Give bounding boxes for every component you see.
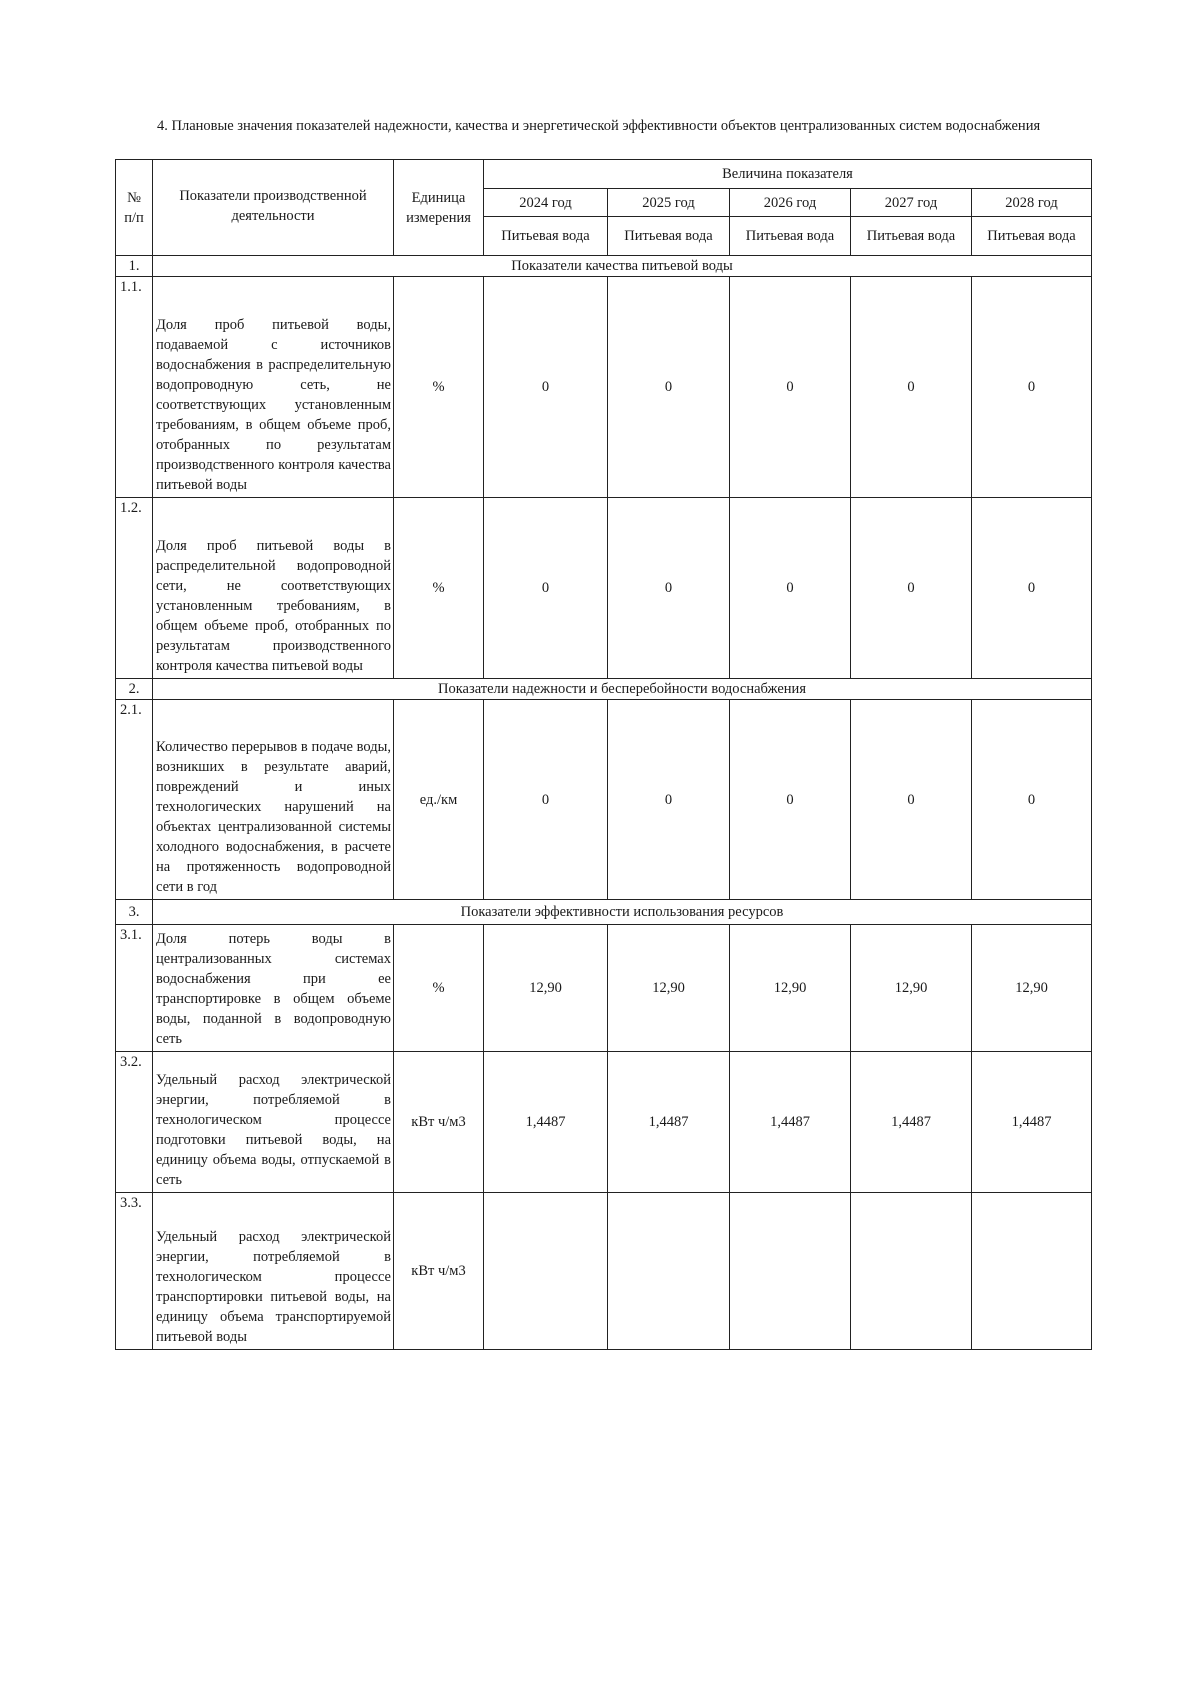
header-year: 2027 год — [851, 189, 972, 217]
table-row — [116, 1193, 1092, 1350]
row-value: 0 — [972, 277, 1092, 498]
row-description: Удельный расход электрической энергии, потребляемой в технологическом процессе транспортировки питьевой воды, на единицу объема транспортируемой питьевой воды — [153, 1193, 394, 1350]
header-year: 2025 год — [608, 189, 730, 217]
row-value: 0 — [484, 700, 608, 900]
section-num: 3. — [116, 900, 153, 925]
row-num: 1.2. — [116, 498, 153, 679]
row-description: Доля проб питьевой воды в распределительной водопроводной сети, не соответствующих установленным требованиям, в общем объеме проб, отобранных по результатам производственного контроля качества питьевой воды — [153, 498, 394, 679]
row-value: 1,4487 — [730, 1052, 851, 1193]
row-value: 0 — [730, 700, 851, 900]
row-value — [851, 1193, 972, 1350]
header-year: 2026 год — [730, 189, 851, 217]
row-num: 3.1. — [116, 925, 153, 1052]
section-title: Показатели эффективности использования ресурсов — [153, 900, 1092, 925]
row-value — [972, 1193, 1092, 1350]
row-unit: кВт ч/м3 — [394, 1052, 484, 1193]
header-water-type: Питьевая вода — [730, 217, 851, 256]
row-value: 0 — [730, 498, 851, 679]
header-water-type: Питьевая вода — [484, 217, 608, 256]
table-row — [116, 498, 1092, 679]
section-row — [116, 256, 1092, 277]
row-description: Доля проб питьевой воды, подаваемой с источников водоснабжения в распределительную водопроводную сеть, не соответствующих установленным требованиям, в общем объеме проб, отобранных по результатам производственного контроля качества питьевой воды — [153, 277, 394, 498]
header-value-group: Величина показателя — [484, 160, 1092, 189]
row-description: Удельный расход электрической энергии, потребляемой в технологическом процессе подготовки питьевой воды, на единицу объема воды, отпускаемой в сеть — [153, 1052, 394, 1193]
document-title: 4. Плановые значения показателей надежности, качества и энергетической эффективности объектов централизованных систем водоснабжения — [157, 118, 1041, 134]
section-row — [116, 900, 1092, 925]
table-row — [116, 1052, 1092, 1193]
row-value: 12,90 — [730, 925, 851, 1052]
indicators-table — [115, 159, 1092, 1350]
row-value — [608, 1193, 730, 1350]
row-value: 1,4487 — [608, 1052, 730, 1193]
header-water-type: Питьевая вода — [972, 217, 1092, 256]
header-indicator: Показатели производственной деятельности — [153, 160, 394, 256]
row-description: Количество перерывов в подаче воды, возникших в результате аварий, повреждений и иных технологических нарушений на объектах централизованной системы холодного водоснабжения, в расчете на протяженность водопроводной сети в год — [153, 700, 394, 900]
row-value: 0 — [851, 277, 972, 498]
row-value: 1,4487 — [972, 1052, 1092, 1193]
row-unit: ед./км — [394, 700, 484, 900]
header-year: 2028 год — [972, 189, 1092, 217]
row-value — [484, 1193, 608, 1350]
row-unit: % — [394, 498, 484, 679]
row-num: 3.2. — [116, 1052, 153, 1193]
row-value: 0 — [851, 700, 972, 900]
row-num: 1.1. — [116, 277, 153, 498]
header-water-type: Питьевая вода — [608, 217, 730, 256]
row-value: 0 — [608, 498, 730, 679]
row-num: 3.3. — [116, 1193, 153, 1350]
table-row — [116, 925, 1092, 1052]
section-title: Показатели надежности и бесперебойности водоснабжения — [153, 679, 1092, 700]
row-num: 2.1. — [116, 700, 153, 900]
section-title: Показатели качества питьевой воды — [153, 256, 1092, 277]
row-value: 1,4487 — [851, 1052, 972, 1193]
row-value: 12,90 — [608, 925, 730, 1052]
section-num: 1. — [116, 256, 153, 277]
table-row — [116, 277, 1092, 498]
row-value: 0 — [972, 700, 1092, 900]
row-value: 0 — [484, 498, 608, 679]
row-unit: кВт ч/м3 — [394, 1193, 484, 1350]
header-num: № п/п — [116, 160, 153, 256]
row-value: 12,90 — [851, 925, 972, 1052]
section-row — [116, 679, 1092, 700]
section-num: 2. — [116, 679, 153, 700]
table-header — [116, 160, 1092, 256]
row-unit: % — [394, 925, 484, 1052]
row-value: 0 — [484, 277, 608, 498]
row-unit: % — [394, 277, 484, 498]
row-value: 0 — [972, 498, 1092, 679]
row-value — [730, 1193, 851, 1350]
row-value: 0 — [730, 277, 851, 498]
row-value: 1,4487 — [484, 1052, 608, 1193]
row-value: 12,90 — [484, 925, 608, 1052]
header-year: 2024 год — [484, 189, 608, 217]
row-value: 0 — [608, 700, 730, 900]
row-value: 0 — [608, 277, 730, 498]
header-water-type: Питьевая вода — [851, 217, 972, 256]
row-description: Доля потерь воды в централизованных системах водоснабжения при ее транспортировке в общем объеме воды, поданной в водопроводную сеть — [153, 925, 394, 1052]
header-unit: Единица измерения — [394, 160, 484, 256]
row-value: 0 — [851, 498, 972, 679]
table-row — [116, 700, 1092, 900]
row-value: 12,90 — [972, 925, 1092, 1052]
